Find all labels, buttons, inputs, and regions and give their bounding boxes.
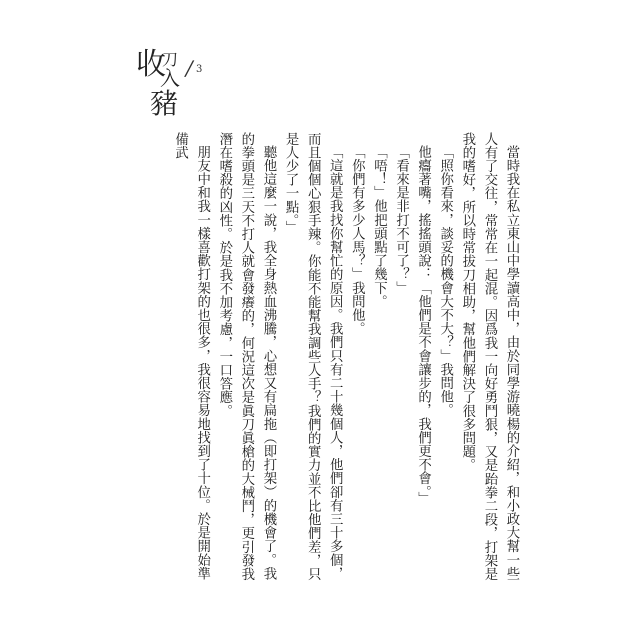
paragraph: 「這就是我找你幫忙的原因。我們只有二十幾個人，他們卻有三十多個，而且個個心狠手辣。你能不能幫我調些人手？我們的實力並不比他們差，只是人少了一點。」: [283, 132, 343, 581]
paragraph: 「你們有多少人馬？」我問他。: [349, 145, 365, 336]
page-number: 3: [196, 64, 203, 75]
paragraph: 「唔！」他把頭點了幾下。: [371, 145, 387, 309]
page-number-separator: /: [183, 56, 196, 80]
chapter-title-glyph: 入: [160, 66, 180, 90]
chapter-title-glyph: 豬: [150, 87, 179, 120]
vertical-body-text: [169, 132, 523, 584]
chapter-title-glyph: 收: [136, 47, 166, 82]
paragraph: 當時我在私立東山中學讀高中，由於同學游曉楊的介紹，和小政大幫一些人有了交往，常常在一起混。因爲我一向好勇鬥狠，又是跆拳二段，打架是我的嗜好，所以時常拔刀相助，幫他們解決了很多問題。: [459, 132, 519, 581]
paragraph: 「照你看來，談妥的機會大不大？」我問他。: [437, 145, 453, 418]
paragraph: 聽他這麼一說，我全身熱血沸騰，心想又有扁拖（即打架）的機會了。我的拳頭是三天不打人就會發癢的，何況這次是眞刀眞槍的大械鬥，更引發我潛在嗜殺的凶性。於是我不加考慮，一口答應。: [216, 132, 276, 581]
paragraph: 朋友中和我一樣喜歡打架的也很多，我很容易地找到了十位。於是開始準備武: [172, 132, 210, 581]
chapter-title-glyph: 刀: [162, 50, 179, 69]
paragraph: 「看來是非打不可了？」: [393, 145, 409, 295]
paragraph: 他癟著嘴，搖搖頭說：「他們是不會讓步的，我們更不會。」: [415, 145, 431, 506]
page-header: [136, 47, 246, 120]
